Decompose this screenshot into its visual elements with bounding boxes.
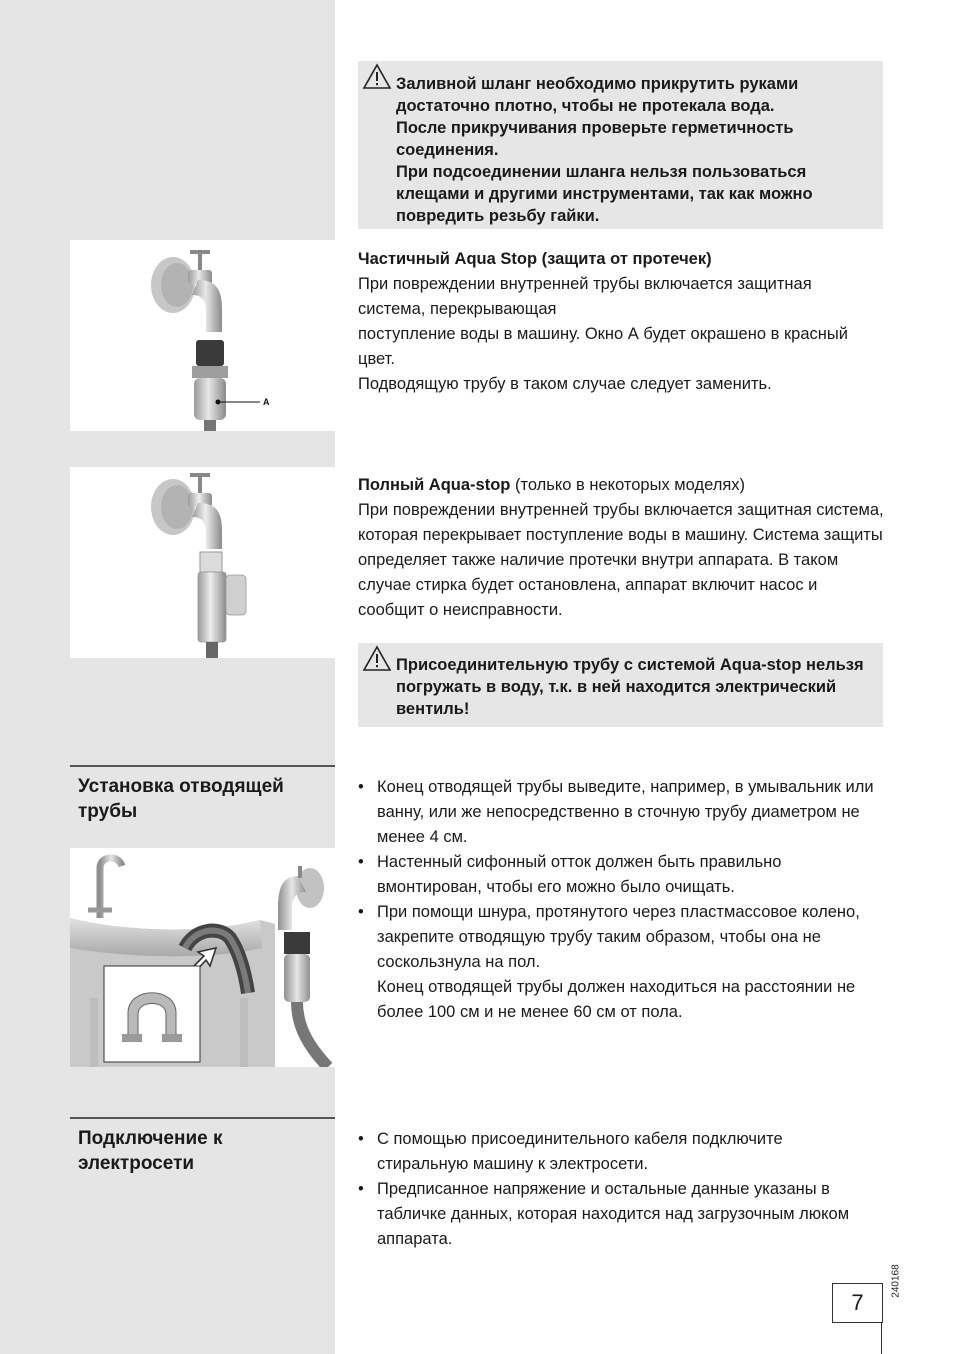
list-item: • Конец отводящей трубы выведите, например, в умывальник или ванну, или же непосредственно в сточную трубу диаметром не менее 4 см. bbox=[358, 775, 888, 850]
warning-box-hose bbox=[358, 61, 883, 229]
warning-triangle-icon bbox=[362, 63, 392, 90]
faucet-full-aquastop-drawing bbox=[70, 467, 335, 658]
text-line: При повреждении внутренней трубы включается защитная система, перекрывающая bbox=[358, 275, 812, 318]
warning-line: Присоединительную трубу с системой Aqua-stop нельзя погружать в воду, т.к. в ней находится электрический вентиль! bbox=[396, 656, 864, 718]
section-rule bbox=[70, 1117, 335, 1119]
full-aquastop-body: При повреждении внутренней трубы включается защитная система, которая перекрывает поступление воды в машину. Система защиты определяет также наличие протечки внутри аппарата. В таком случае стирка будет остановлена, аппарат включит насос и сообщит о неисправности. bbox=[358, 501, 884, 619]
partial-aquastop-text bbox=[358, 247, 888, 397]
list-item: • Предписанное напряжение и остальные данные указаны в табличке данных, которая находится над загрузочным люком аппарата. bbox=[358, 1177, 868, 1252]
page-number: 7 bbox=[832, 1283, 883, 1323]
electric-instructions bbox=[358, 1127, 868, 1252]
illustration-full-aquastop bbox=[70, 467, 335, 658]
illustration-drain-hose bbox=[70, 848, 335, 1067]
full-aquastop-text bbox=[358, 473, 886, 623]
warning-line: При подсоединении шланга нельзя пользоваться клещами и другими инструментами, так как можно повредить резьбу гайки. bbox=[396, 163, 813, 225]
page-marker-line bbox=[881, 1322, 882, 1354]
section-title-electric: Подключение к электросети bbox=[78, 1128, 223, 1174]
list-item: • Настенный сифонный отток должен быть правильно вмонтирован, чтобы его можно было очищать. bbox=[358, 850, 888, 900]
document-code bbox=[888, 1256, 904, 1306]
list-item-continuation: Конец отводящей трубы должен находиться на расстоянии не более 100 см и не менее 60 см от пола. bbox=[377, 978, 856, 1021]
drain-instructions bbox=[358, 775, 888, 1025]
section-rule bbox=[70, 765, 335, 767]
list-item: • При помощи шнура, протянутого через пластмассовое колено, закрепите отводящую трубу таким образом, чтобы она не соскользнула на пол. bbox=[358, 900, 888, 975]
warning-text bbox=[396, 73, 875, 227]
full-aquastop-paragraph bbox=[358, 473, 886, 498]
text-line: Подводящую трубу в таком случае следует заменить. bbox=[358, 375, 772, 393]
faucet-aquastop-drawing bbox=[70, 240, 335, 431]
full-aquastop-heading: Полный Aqua-stop bbox=[358, 476, 511, 494]
list-item: • С помощью присоединительного кабеля подключите стиральную машину к электросети. bbox=[358, 1127, 868, 1177]
warning-text bbox=[396, 654, 875, 720]
illustration-partial-aquastop bbox=[70, 240, 335, 431]
text-line: поступление воды в машину. Окно А будет окрашено в красный цвет. bbox=[358, 325, 848, 368]
warning-box-aquastop bbox=[358, 643, 883, 727]
warning-line: После прикручивания проверьте герметичность соединения. bbox=[396, 119, 794, 159]
warning-line: Заливной шланг необходимо прикрутить руками достаточно плотно, чтобы не протекала вода. bbox=[396, 75, 799, 115]
sink-drain-drawing bbox=[70, 848, 335, 1067]
section-title-drain: Установка отводящей трубы bbox=[78, 776, 284, 822]
document-code-text: 240168 bbox=[890, 1264, 902, 1298]
warning-triangle-icon bbox=[362, 645, 392, 672]
figure-label-a: A bbox=[263, 397, 270, 407]
full-aquastop-heading-suffix: (только в некоторых моделях) bbox=[510, 476, 746, 494]
partial-aquastop-heading: Частичный Aqua Stop (защита от протечек) bbox=[358, 250, 712, 268]
